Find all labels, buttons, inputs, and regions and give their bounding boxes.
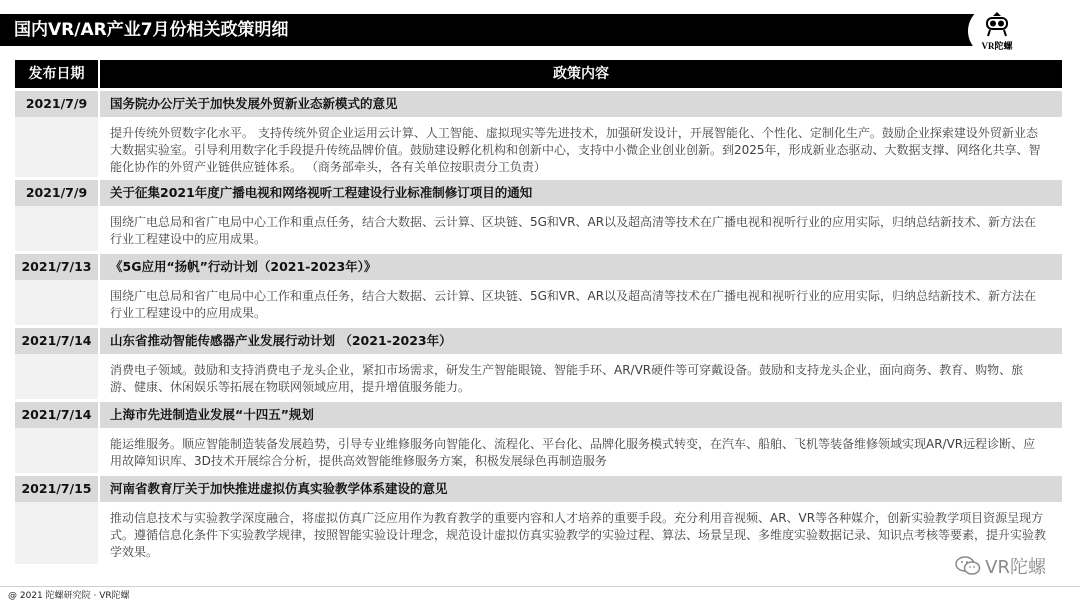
row-body <box>15 354 1062 399</box>
table-row <box>15 254 1062 280</box>
footer-copyright: @ 2021 陀螺研究院 · VR陀螺 <box>8 591 130 601</box>
row-description: 推动信息技术与实验教学深度融合，将虚拟仿真广泛应用作为教育教学的重要内容和人才培养的重要手段。充分利用音视频、AR、VR等各种媒介，创新实验教学项目资源呈现方式。遵循信息化条件下实验教学规律，按照智能实验设计理念，规范设计虚拟仿真实验教学的实验过程、算法、场景呈现、多维度实验数据记录、知识点考核等要素，提升实验教学效果。 <box>110 511 1047 559</box>
row-date: 2021/7/15 <box>15 476 100 502</box>
wechat-watermark <box>955 553 1046 579</box>
row-body <box>15 206 1062 251</box>
row-body <box>15 502 1062 564</box>
row-date: 2021/7/14 <box>15 328 100 354</box>
table-row <box>15 402 1062 428</box>
header-content: 政策内容 <box>553 66 609 82</box>
footer-divider <box>0 586 1080 587</box>
table-header <box>15 60 1062 88</box>
header-date: 发布日期 <box>15 60 100 88</box>
table-row <box>15 180 1062 206</box>
row-date: 2021/7/13 <box>15 254 100 280</box>
row-date: 2021/7/9 <box>15 180 100 206</box>
page-title: 国内VR/AR产业7月份相关政策明细 <box>14 20 289 40</box>
row-title: 山东省推动智能传感器产业发展行动计划 （2021-2023年） <box>110 333 452 348</box>
row-title: 《5G应用“扬帆”行动计划（2021-2023年）》 <box>110 259 377 274</box>
row-description: 提升传统外贸数字化水平。 支持传统外贸企业运用云计算、人工智能、虚拟现实等先进技术，加强研发设计，开展智能化、个性化、定制化生产。鼓励企业探索建设外贸新业态大数据实验室。引导利用数字化手段提升传统品牌价值。鼓励建设孵化机构和创新中心，支持中小微企业创业创新。到2025年，形成新业态驱动、大数据支撑、网络化共享、智能化协作的外贸产业链供应链体系。 （商务部牵头，各有关单位按职责分工负责） <box>110 126 1041 174</box>
row-description: 消费电子领域。鼓励和支持消费电子龙头企业，紧扣市场需求，研发生产智能眼镜、智能手环、AR/VR硬件等可穿戴设备。鼓励和支持龙头企业，面向商务、教育、购物、旅游、健康、休闲娱乐等拓展在物联网领域应用，提升增值服务能力。 <box>110 363 1024 394</box>
row-description: 能运维服务。顺应智能制造装备发展趋势，引导专业维修服务向智能化、流程化、平台化、品牌化服务模式转变，在汽车、船舶、飞机等装备维修领域实现AR/VR远程诊断、应用故障知识库、3D技术开展综合分析，提供高效智能维修服务方案，积极发展绿色再制造服务 <box>110 437 1036 468</box>
brand-logo <box>968 4 1026 58</box>
wechat-icon <box>955 556 981 576</box>
row-body <box>15 117 1062 177</box>
policy-table <box>15 60 1062 564</box>
row-title: 关于征集2021年度广播电视和网络视听工程建设行业标准制修订项目的通知 <box>110 185 533 200</box>
title-bar <box>0 14 1005 46</box>
row-title: 河南省教育厅关于加快推进虚拟仿真实验教学体系建设的意见 <box>110 481 448 496</box>
table-row <box>15 91 1062 117</box>
row-title: 国务院办公厅关于加快发展外贸新业态新模式的意见 <box>110 96 398 111</box>
goggles-icon <box>982 11 1012 37</box>
row-date: 2021/7/9 <box>15 91 100 117</box>
table-row <box>15 328 1062 354</box>
table-row <box>15 476 1062 502</box>
row-date: 2021/7/14 <box>15 402 100 428</box>
watermark-text: VR陀螺 <box>985 557 1046 578</box>
row-body <box>15 428 1062 473</box>
row-title: 上海市先进制造业发展“十四五”规划 <box>110 407 314 422</box>
row-body <box>15 280 1062 325</box>
row-description: 围绕广电总局和省广电局中心工作和重点任务，结合大数据、云计算、区块链、5G和VR、AR以及超高清等技术在广播电视和视听行业的应用实际，归纳总结新技术、新方法在行业工程建设中的应用成果。 <box>110 289 1037 320</box>
row-description: 围绕广电总局和省广电局中心工作和重点任务，结合大数据、云计算、区块链、5G和VR、AR以及超高清等技术在广播电视和视听行业的应用实际，归纳总结新技术、新方法在行业工程建设中的应用成果。 <box>110 215 1037 246</box>
logo-text: VR陀螺 <box>981 40 1013 51</box>
